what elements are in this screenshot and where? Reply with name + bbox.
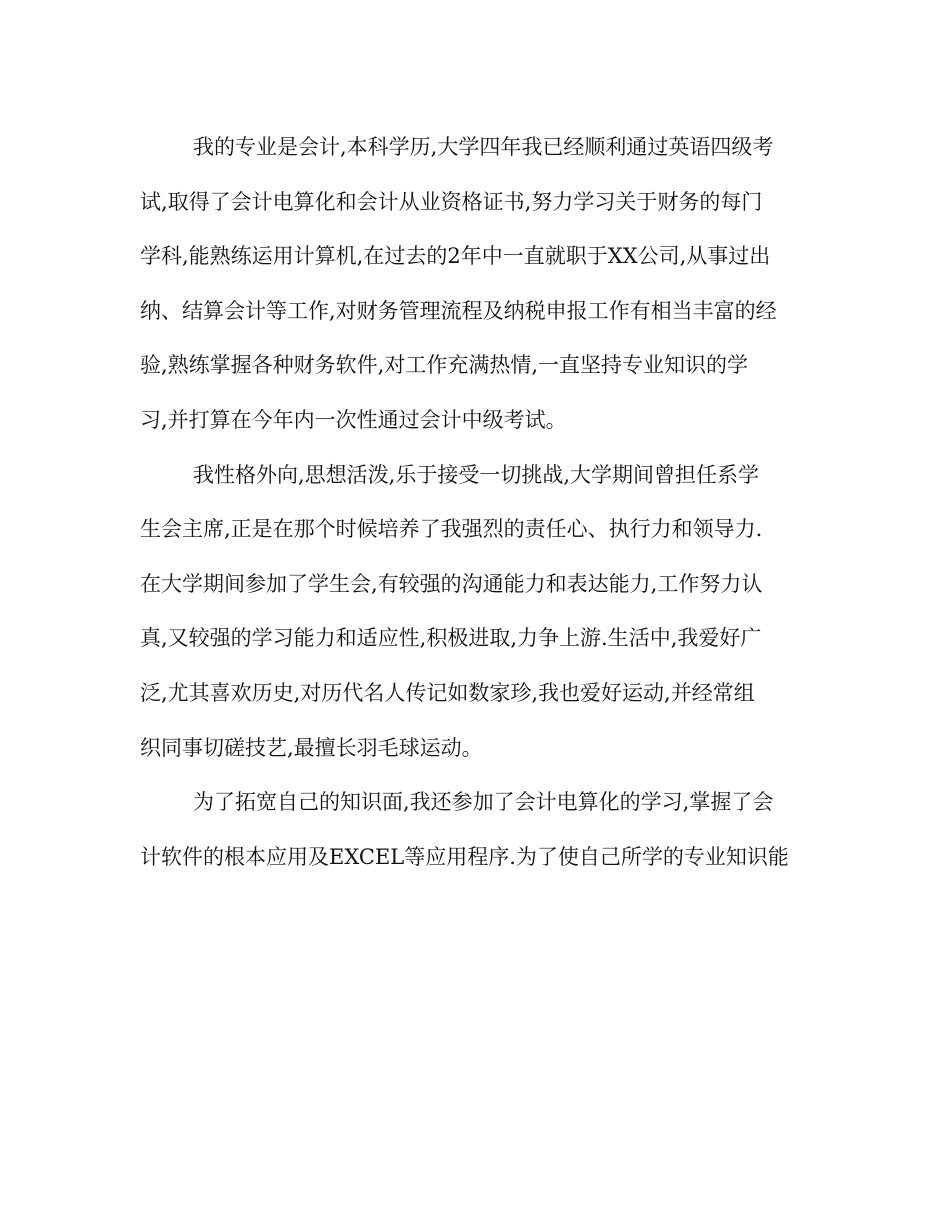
paragraph-3	[140, 775, 820, 884]
paragraph-line: 真,又较强的学习能力和适应性,积极进取,力争上游.生活中,我爱好广	[140, 626, 762, 651]
paragraph-line: 验,熟练掌握各种财务软件,对工作充满热情,一直坚持专业知识的学	[140, 353, 749, 378]
paragraph-line: 我性格外向,思想活泼,乐于接受一切挑战,大学期间曾担任系学	[193, 462, 760, 487]
paragraph-line: 学科,能熟练运用计算机,在过去的2年中一直就职于XX公司,从事过出	[140, 244, 771, 269]
document-body	[140, 120, 820, 884]
paragraph-line: 为了拓宽自己的知识面,我还参加了会计电算化的学习,掌握了会	[193, 790, 774, 815]
paragraph-line: 计软件的根本应用及EXCEL等应用程序.为了使自己所学的专业知识能	[140, 844, 789, 869]
paragraph-line: 泛,尤其喜欢历史,对历代名人传记如数家珍,我也爱好运动,并经常组	[140, 680, 755, 705]
paragraph-line: 我的专业是会计,本科学历,大学四年我已经顺利通过英语四级考	[193, 135, 774, 159]
paragraph-line: 生会主席,正是在那个时候培养了我强烈的责任心、执行力和领导力.	[140, 517, 763, 542]
paragraph-line: 试,取得了会计电算化和会计从业资格证书,努力学习关于财务的每门	[140, 189, 763, 214]
paragraph-2	[140, 448, 820, 776]
paragraph-line: 纳、结算会计等工作,对财务管理流程及纳税申报工作有相当丰富的经	[140, 298, 777, 323]
paragraph-line: 织同事切磋技艺,最擅长羽毛球运动。	[140, 735, 483, 760]
paragraph-1	[140, 120, 820, 448]
paragraph-line: 在大学期间参加了学生会,有较强的沟通能力和表达能力,工作努力认	[140, 571, 763, 596]
paragraph-line: 习,并打算在今年内一次性通过会计中级考试。	[140, 407, 567, 432]
